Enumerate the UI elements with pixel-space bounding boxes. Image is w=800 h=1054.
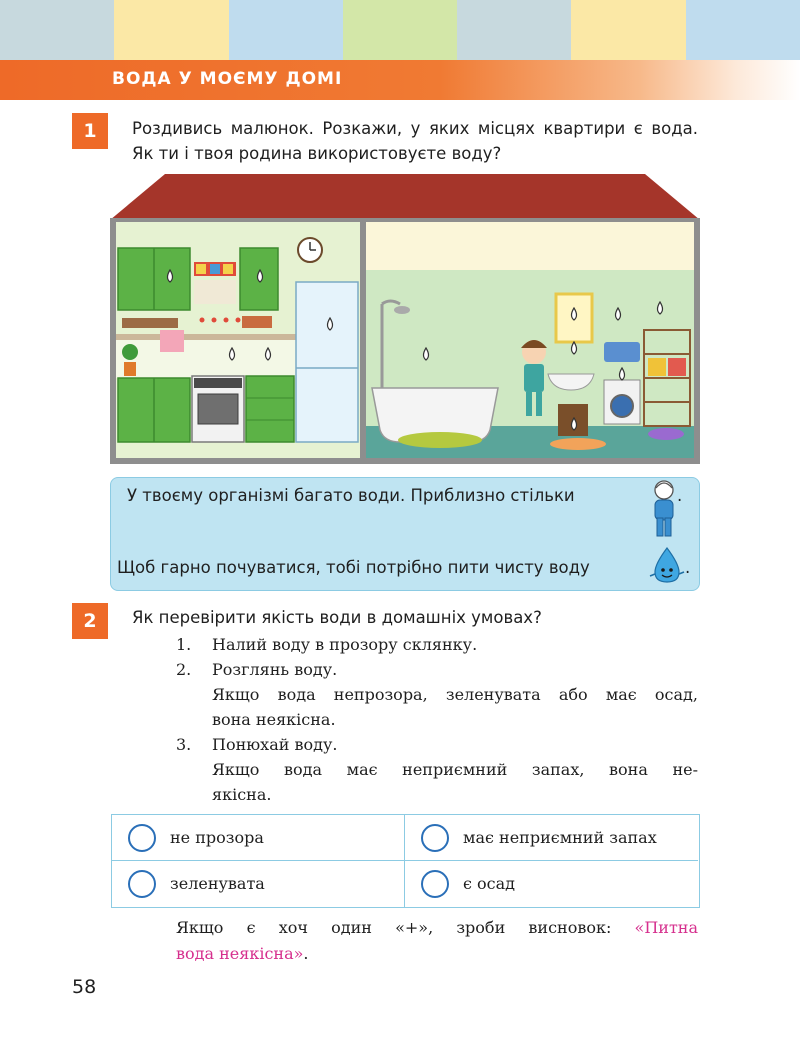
step-number: 3. [176,735,192,754]
step-text: Понюхай воду. [212,735,338,754]
bathroom-ceiling [366,222,694,270]
towel-stack [604,342,640,362]
water-drop-character-icon [649,546,685,584]
check-label: не прозора [170,828,264,847]
round-rug [550,438,606,450]
conclusion-text: Якщо є хоч один «+», зроби висновок: [176,918,612,937]
conclusion-line1 [176,915,698,941]
shower-head [394,306,410,314]
step-number: 2. [176,660,192,679]
stripe [571,0,685,60]
stripe [0,0,114,60]
task-number-2: 2 [72,603,108,639]
info-box [110,477,700,591]
stripe [457,0,571,60]
apartment-illustration [110,172,700,464]
stripe [114,0,228,60]
check-circle[interactable] [421,824,449,852]
check-cell[interactable] [112,815,405,861]
towel [160,330,184,352]
step-detail: Якщо вода має неприємний запах, вона не- [212,760,698,779]
step-detail: якісна. [212,785,272,804]
task-number-1: 1 [72,113,108,149]
task1-line2: Як ти і твоя родина використовуєте воду? [132,144,502,163]
check-circle[interactable] [128,824,156,852]
step-detail: Якщо вода непрозора, зеленувата або має осад, [212,685,698,704]
check-cell[interactable] [405,861,698,907]
plant [122,344,138,360]
info-line1-end: . [677,486,683,505]
check-label: має неприємний запах [463,828,657,847]
bath-rug [398,432,482,448]
countertop [116,334,296,340]
step-2 [176,657,698,732]
step-number: 1. [176,635,192,654]
task2-question: Як перевірити якість води в домашніх умовах? [132,608,542,627]
step-text: Налий воду в прозору склянку. [212,635,478,654]
check-circle[interactable] [421,870,449,898]
page-title: ВОДА У МОЄМУ ДОМІ [112,69,343,89]
check-cell[interactable] [405,815,698,861]
step-text: Розглянь воду. [212,660,338,679]
header-color-stripes [0,0,800,60]
check-circle[interactable] [128,870,156,898]
human-figure-icon [647,478,681,540]
conclusion-highlight-2: вода неякісна» [176,944,304,963]
check-cell[interactable] [112,861,405,907]
info-line2-end: . [685,558,691,577]
steps-list [176,632,698,807]
step-3 [176,732,698,807]
sink-cabinet [246,376,294,442]
step-1 [176,632,698,657]
stripe [229,0,343,60]
info-line2: Щоб гарно почуватися, тобі потрібно пити чисту воду [117,558,590,577]
page-number: 58 [72,976,97,998]
step-detail: вона неякісна. [212,710,336,729]
check-label: є осад [463,874,516,893]
conclusion-line2 [176,941,698,967]
title-banner [0,60,800,100]
task1-line1: Роздивись малюнок. Розкажи, у яких місцях квартири є вода. [132,119,698,138]
roof [110,174,700,220]
conclusion-highlight-1: «Питна [634,918,698,937]
dividing-wall [360,222,366,458]
stripe [686,0,800,60]
conclusion-end: . [303,944,309,963]
check-label: зеленувата [170,874,265,893]
water-check-table [111,814,700,908]
spice-shelf [194,280,236,304]
fridge [296,282,358,442]
stripe [343,0,457,60]
task1-text [132,116,698,166]
info-line1: У твоєму організмі багато води. Приблизно стільки [127,486,575,505]
conclusion [176,915,698,967]
